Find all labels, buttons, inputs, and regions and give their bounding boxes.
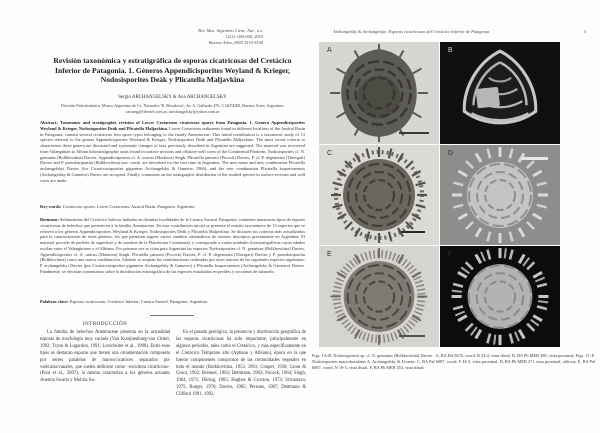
palabras-clave-line (40, 299, 305, 305)
article-title: Revisión taxonómica y estratigráfica de esporas cicatricosas del Cretácico Inferior de Patagonia. 1. Géneros Appendicisporites Weyland & Krieger, Nodosisporites Deák y Plicatella Maljavkina (53, 56, 292, 85)
spore-photo-a (319, 42, 439, 144)
panel-label-c: C (327, 150, 333, 157)
panel-label-b: B (448, 47, 453, 54)
figure-plate (319, 42, 560, 348)
intro-column-2: En el pasado geológico, la presencia y distribución geográfica de las esporas cicatricosas ha sido importante, principalmente en algunos períodos, tales como el Cretácico, y más específicamente en el Cretácico Temprano alto (Aptiano y Albiano), época en la que fueron componentes conspicuos de las comunidades vegetales en todo el mundo (Bolkhovitina, 1953, 1961; Couper, 1958; Groot & Groot, 1962; Brenner, 1963; Dettmann, 1963; Pocock, 1964; Singh, 1964, 1971; Döring, 1965; Hughes & Croxton, 1973; Srivastava, 1975; Burger, 1976; Davies, 1985; Persons, 1987; Dettmann & Clifford 1991, 1992, (176, 330, 306, 398)
journal-reference-line2: 12(1): 000-000, 2010 (225, 33, 263, 39)
figure-panel-e (319, 246, 439, 347)
panel-label-e: E (327, 251, 332, 258)
spore-photo-d (440, 145, 560, 245)
scale-bar-e (399, 335, 425, 337)
running-head-text: Archangelsky & Archangelsky: Esporas cicatricosas del Cretácico Inferior de Patagonia (333, 29, 490, 34)
keywords-line (40, 204, 305, 210)
resumen-paragraph (40, 217, 305, 275)
affiliation: División Paleobotánica, Museo Argentino de Cs. Naturales 'B. Rivadavia', Av. A. Gallardo 470, C1405DJR, Buenos Aires, Argentina. sarcang@fibertel.com.ar, aarchangelsky@yahoo.com.ar (60, 103, 285, 114)
keywords-text: Cicatricose spores, Lower Cretaceous, Austral Basin, Patagonia, Argentina. (62, 204, 196, 209)
figure-panel-a (319, 42, 439, 144)
palabras-clave-text: Esporas cicatricosas, Cretácico Inferior, Cuenca Austral, Patagonia, Argentina. (69, 299, 208, 304)
figure-caption: Figs. 1A-B. Nodosisporites sp. cf. N. genuinus (Bolkhovitina) Davies . A, BA Pal 5676, coord. R 33-2, vista distal. B, BA Pb MEB 388, vista proximal. Figs. 1C-F. Nodosisporites macrobaculatus A. Archangelsky & Llorens. C, BA Pal 6087, coord. F 44-3, vista proximal. D, BA Pb MEB 271 vista proximal, oblicua. E, BA Pal 6087, coord. N 19-3, vista distal. F, BA Pb MEB 353, vista distal. (312, 353, 595, 370)
figure-panel-d (440, 145, 560, 245)
abstract-paragraph (40, 120, 305, 183)
palabras-clave-label: Palabras clave: (40, 299, 69, 304)
abstract-body: Lower Cretaceous sediments found in different localities of the Austral Basin in Patagonia, contain several cicatricose fern spore types belonging to the family Anemiaceae. This initial contribution is a taxonomic study of 13 species referred to the genera Appendicisporites Weyland & Krieger, Nodosisporites Deák and Plicatella Maljavkina. The most recent criteria to characterize these genera are discussed and systematic changes of taxa previously described in Argentina are suggested. The material was recovered from Valanginian to Albian lithostratigraphic units found in surface sections and offshore well cores of the Continental Platform. Nodosisporites cf. N. genuinus (Bolkhovitina) Davies, Appendicisporites cf. A. unicus (Markova) Singh, Plicatella jansonii (Pocock) Davies, P. cf. P. degenerata (Thiergart) Davies and P. pseudotripartita (Bolkhovitina) nov. comb. are described for the first time in Argentina. The new name and new combination Plicatella archangelskyi Davies (for Cicatricosisporites giganteus Archangelsky & Gamerro 1966), and the new combination Plicatella boqueronensis (Archangelsky & Gamerro) Davies are accepted. Finally, comments on the stratigraphic distribution of the studied species in surface sections and well cores are made. (40, 125, 305, 183)
running-head (333, 29, 586, 35)
scale-bar-c (401, 231, 425, 234)
intro-column-1: La familia de helechos Anemiaceae presenta en la actualidad esporas de morfología muy variada (Van Konijnenburg-van Cittert, 1992; Tryon & Lugardon, 1991; Lorscheiter et al., 1998). Entre esos tipos se destacan esporas que tienen una ornamentación compuesta por series paralelas de muros/cicatrices separados por valéculas/canales, que suelen definirse como –escultura cicatricosa– (Punt et al., 2007); la misma caracteriza a los géneros actuales Anemia Swartz y Mohria Sw. (40, 330, 170, 384)
abstract-label: Abstract: (40, 120, 58, 125)
section-divider (150, 315, 194, 316)
panel-label-a: A (327, 47, 332, 54)
abstract-bold-title: Taxonomic and stratigraphic revision of Lower Cretaceous cicatricose spores from Patagonia. 1. Genera Appendicisporites Weyland & Krieger, Nodosisporites Deák and Plicatella Maljavkina. (40, 120, 305, 131)
journal-reference (40, 28, 263, 46)
scale-bar-a (399, 132, 429, 134)
spore-photo-f (440, 246, 560, 347)
resumen-body: Sedimentitas del Cretácico Inferior halladas en distintas localidades de la Cuenca Austral, Patagonia, contienen numerosos tipos de esporas cicatricosas de helechos que pertenecen a la familia Anemiaceae. En esta contribución inicial se presenta el estudio taxonómico de 13 especies que se refieren a los géneros Appendicisporites Weyland & Krieger, Nodosisporites Deák y Plicatella Maljavkina. Se discuten los criterios más actualizados para la caracterización de estos géneros, los que permiten sugerir varios cambios sistemáticos de taxones descriptos previamente en Argentina. El material procede de perfiles de superficie y de sondeos de la Plataforma Continental, y corresponde a varias unidades litoestratigráficas cuyas edades oscilan entre el Valanginiano y el Albiano. Por primera vez se citan para Argentina las especies Nodosisporites cf. N. genuinus (Bolkhovitina) Davies, Appendicisporites cf. A. unicus (Markova) Singh, Plicatella jansonii (Pocock) Davies, P. cf. P. degenerata (Thiergart) Davies y P. pseudotripartita (Bolkhovitina) como una nueva combinación. Además se aceptan las combinaciones realizadas por otros autores de las siguientes especies argentinas: P. archangelskyi Davies (por Cicatricosisporites giganteus Archangelsky & Gamerro) y Plicatella boqueronensis (Archangelsky & Gamerro) Davies. Finalmente, se efectúan comentarios sobre la distribución estratigráfica de las especies estudiadas en perfiles y secciones de subsuelo. (40, 217, 305, 274)
panel-label-f: F (448, 251, 453, 258)
panel-label-d: D (448, 150, 454, 157)
journal-reference-line3: Buenos Aires, ISSN 1514-5158 (208, 39, 263, 45)
resumen-label: Resumen: (40, 217, 59, 222)
journal-reference-line1: Rev. Mus. Argentino Cienc. Nat., n.s. (198, 28, 263, 33)
page-number: 3 (583, 29, 586, 34)
keywords-label: Key words: (40, 204, 62, 209)
figure-panel-b (440, 42, 560, 144)
authors-line: Sergio ARCHANGELSKY & Ana ARCHANGELSKY (118, 95, 227, 100)
introduction-heading: INTRODUCCIÓN (82, 321, 128, 327)
spore-photo-e (319, 246, 439, 347)
figure-panel-f (440, 246, 560, 347)
spore-photo-b (440, 42, 560, 144)
scale-bar-d (522, 157, 548, 160)
figure-panel-c (319, 145, 439, 245)
